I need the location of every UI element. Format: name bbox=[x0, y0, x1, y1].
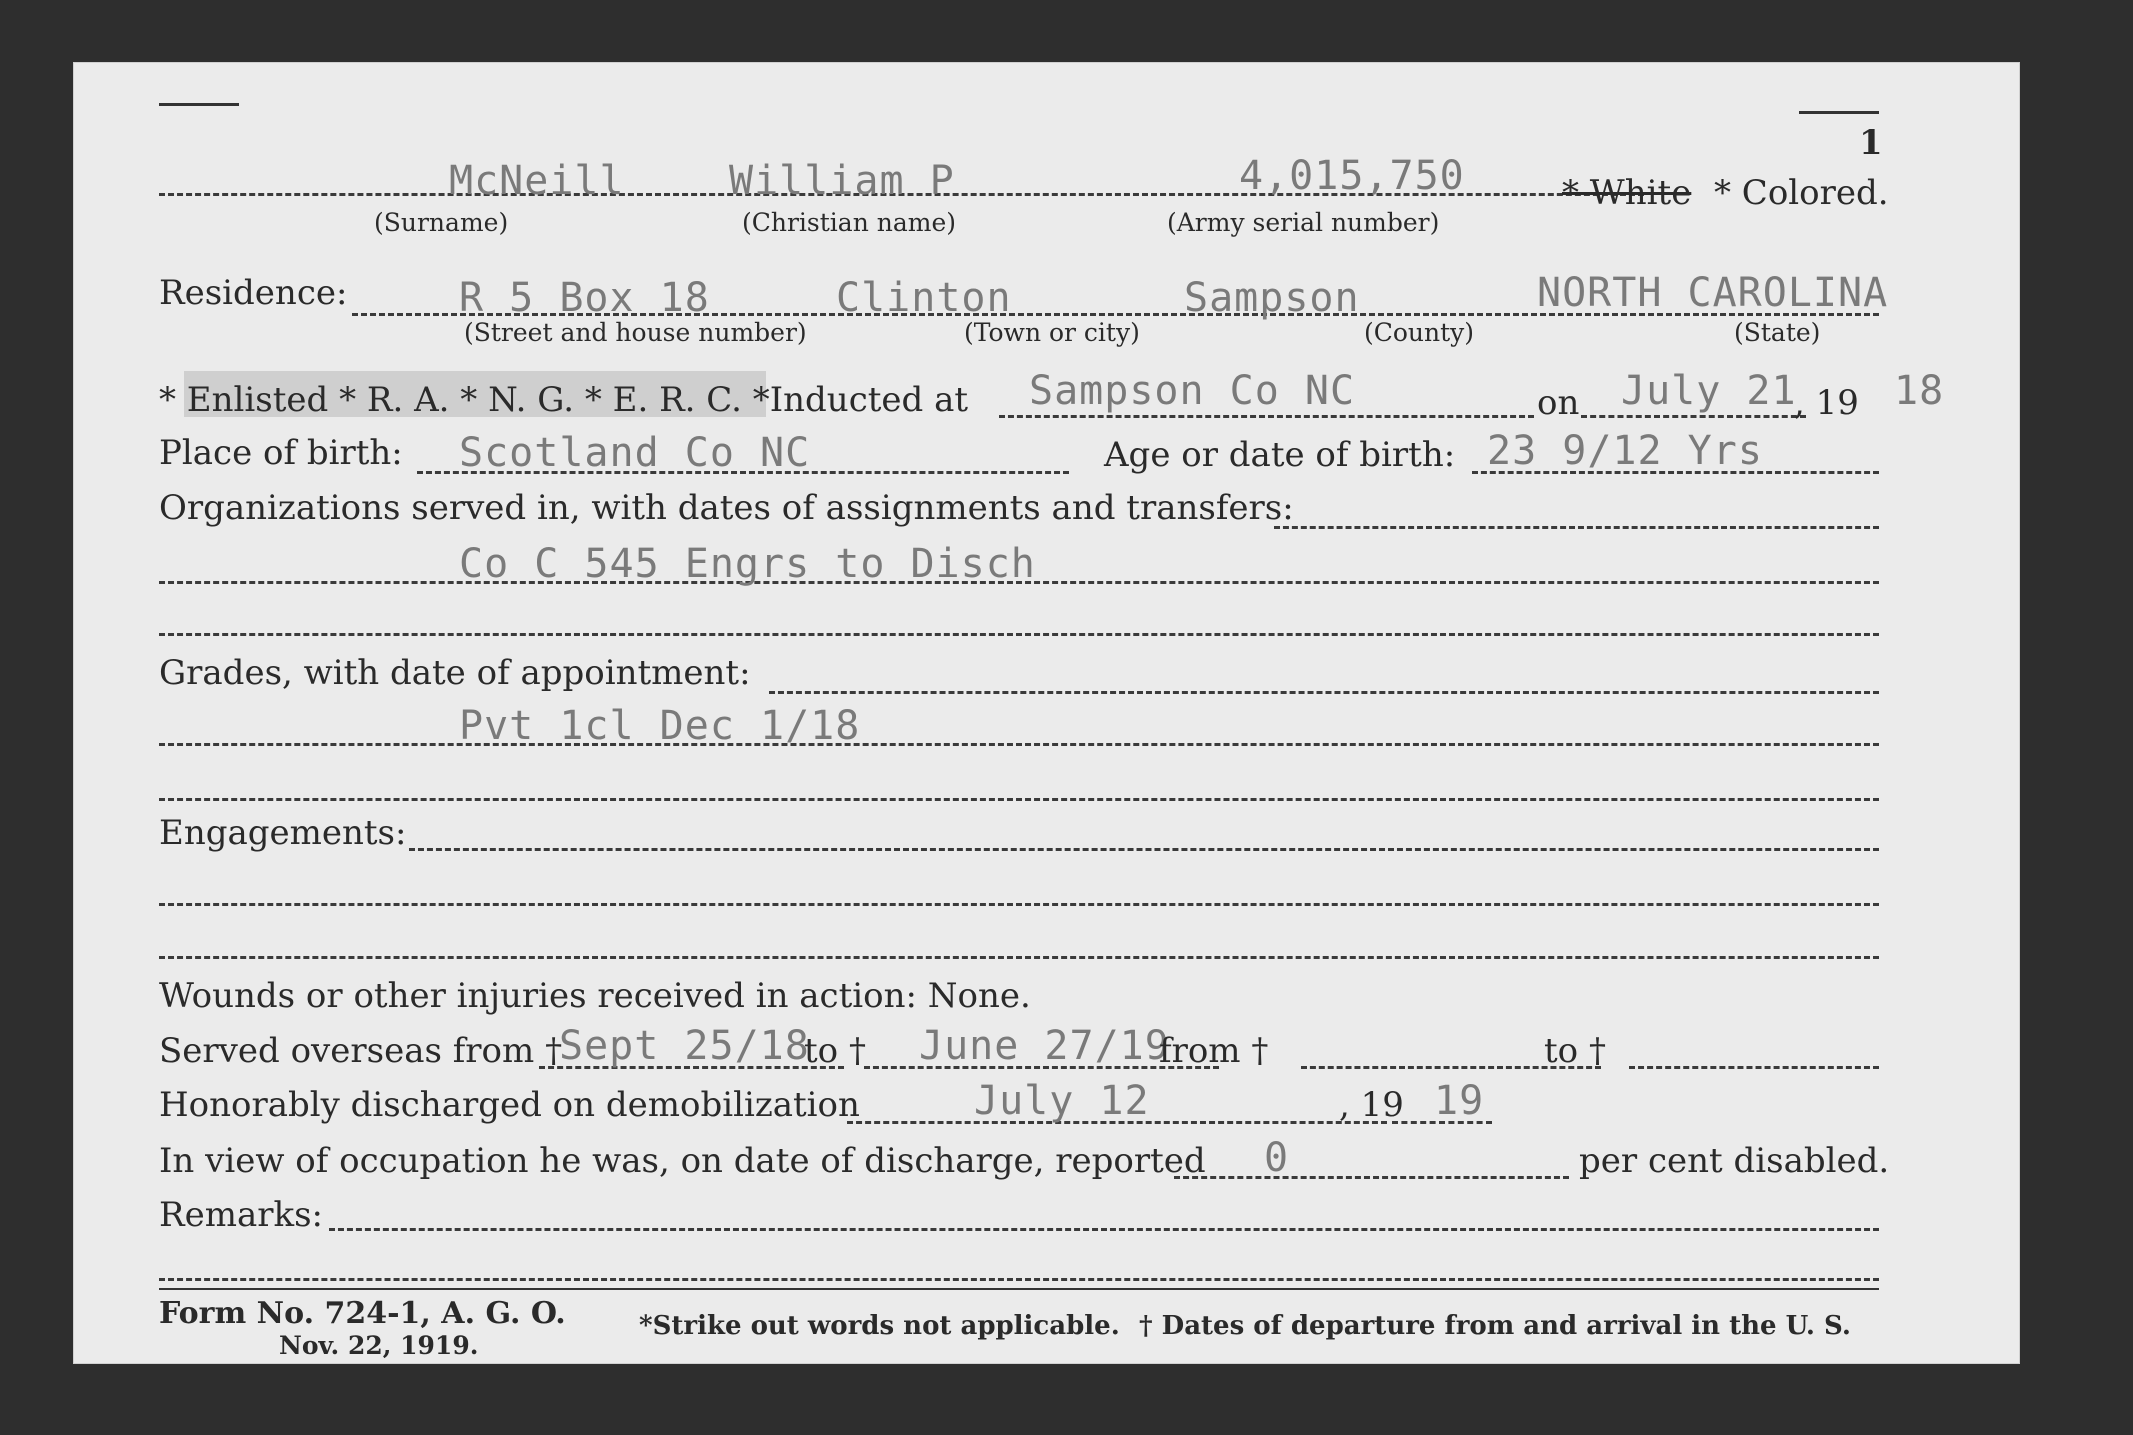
overseas-to-label-2: to † bbox=[1544, 1031, 1606, 1071]
serial-number-caption: (Army serial number) bbox=[1167, 208, 1440, 237]
discharge-year-prefix: , 19 bbox=[1339, 1085, 1404, 1125]
white-option: * White bbox=[1562, 173, 1692, 213]
grades-entry: Pvt 1cl Dec 1/18 bbox=[459, 703, 861, 749]
engagements-line-2 bbox=[159, 903, 1879, 906]
town-caption: (Town or city) bbox=[964, 318, 1140, 347]
remarks-label: Remarks: bbox=[159, 1195, 323, 1235]
top-right-rule bbox=[1799, 111, 1879, 114]
dates-note: † Dates of departure from and arrival in the U. S. bbox=[1139, 1311, 1851, 1341]
induction-date: July 21 bbox=[1621, 368, 1797, 414]
residence-state: NORTH CAROLINA bbox=[1537, 270, 1889, 316]
discharge-label: Honorably discharged on demobilization bbox=[159, 1085, 860, 1125]
engagements-line-3 bbox=[159, 956, 1879, 959]
service-record-card bbox=[73, 62, 2020, 1364]
overseas-label: Served overseas from † bbox=[159, 1031, 563, 1071]
form-number: Form No. 724-1, A. G. O. bbox=[159, 1296, 566, 1331]
age-label: Age or date of birth: bbox=[1104, 435, 1456, 475]
organizations-label: Organizations served in, with dates of assignments and transfers: bbox=[159, 488, 1294, 528]
induction-on-label: on bbox=[1537, 383, 1580, 423]
overseas-to-date: June 27/19 bbox=[919, 1023, 1170, 1069]
engagements-line-1 bbox=[409, 848, 1879, 851]
grades-line-3 bbox=[159, 798, 1879, 801]
induction-year-prefix: , 19 bbox=[1794, 383, 1859, 423]
overseas-to-label: to † bbox=[804, 1031, 866, 1071]
induction-date-line bbox=[1581, 415, 1806, 418]
organizations-line-1 bbox=[1274, 526, 1879, 529]
residence-label: Residence: bbox=[159, 273, 348, 313]
serial-number-value: 4,015,750 bbox=[1239, 153, 1465, 199]
footer-rule bbox=[159, 1288, 1879, 1290]
wounds-text: Wounds or other injuries received in action: None. bbox=[159, 976, 1031, 1016]
birth-place: Scotland Co NC bbox=[459, 430, 811, 476]
overseas-from-date: Sept 25/18 bbox=[559, 1023, 810, 1069]
induction-year: 18 bbox=[1894, 368, 1945, 414]
discharge-year: 19 bbox=[1434, 1078, 1485, 1124]
disability-value: 0 bbox=[1264, 1135, 1290, 1181]
overseas-from-label-2: from † bbox=[1159, 1031, 1269, 1071]
discharge-date: July 12 bbox=[974, 1078, 1150, 1124]
residence-street: R 5 Box 18 bbox=[459, 275, 710, 321]
state-caption: (State) bbox=[1734, 318, 1821, 347]
induction-options: * Enlisted * R. A. * N. G. * E. R. C. *Inducted at bbox=[159, 380, 969, 420]
top-left-rule bbox=[159, 103, 239, 106]
grades-line-1 bbox=[769, 691, 1879, 694]
residence-county: Sampson bbox=[1184, 275, 1360, 321]
remarks-line-1 bbox=[329, 1228, 1879, 1231]
disability-label: In view of occupation he was, on date of discharge, reported bbox=[159, 1141, 1206, 1181]
birth-place-label: Place of birth: bbox=[159, 433, 403, 473]
card-number: 1 bbox=[1859, 123, 1883, 163]
organizations-line-3 bbox=[159, 633, 1879, 636]
residence-town: Clinton bbox=[836, 275, 1012, 321]
christian-name-caption: (Christian name) bbox=[742, 208, 957, 237]
age-value: 23 9/12 Yrs bbox=[1487, 428, 1763, 474]
county-caption: (County) bbox=[1364, 318, 1475, 347]
organizations-entry: Co C 545 Engrs to Disch bbox=[459, 541, 1036, 587]
strike-note: *Strike out words not applicable. bbox=[639, 1311, 1120, 1341]
street-caption: (Street and house number) bbox=[464, 318, 807, 347]
grades-label: Grades, with date of appointment: bbox=[159, 653, 751, 693]
induction-place-line bbox=[999, 415, 1534, 418]
disability-suffix: per cent disabled. bbox=[1579, 1141, 1890, 1181]
surname-caption: (Surname) bbox=[374, 208, 509, 237]
form-date: Nov. 22, 1919. bbox=[279, 1331, 479, 1360]
surname-value: McNeill bbox=[449, 158, 625, 204]
colored-option: * Colored. bbox=[1714, 173, 1889, 213]
induction-place: Sampson Co NC bbox=[1029, 368, 1356, 414]
christian-name-value: William P bbox=[729, 158, 955, 204]
grades-line-2 bbox=[159, 743, 1879, 746]
engagements-label: Engagements: bbox=[159, 813, 407, 853]
overseas-to-line-2 bbox=[1629, 1066, 1879, 1069]
disability-line bbox=[1174, 1176, 1569, 1179]
remarks-line-2 bbox=[159, 1278, 1879, 1281]
